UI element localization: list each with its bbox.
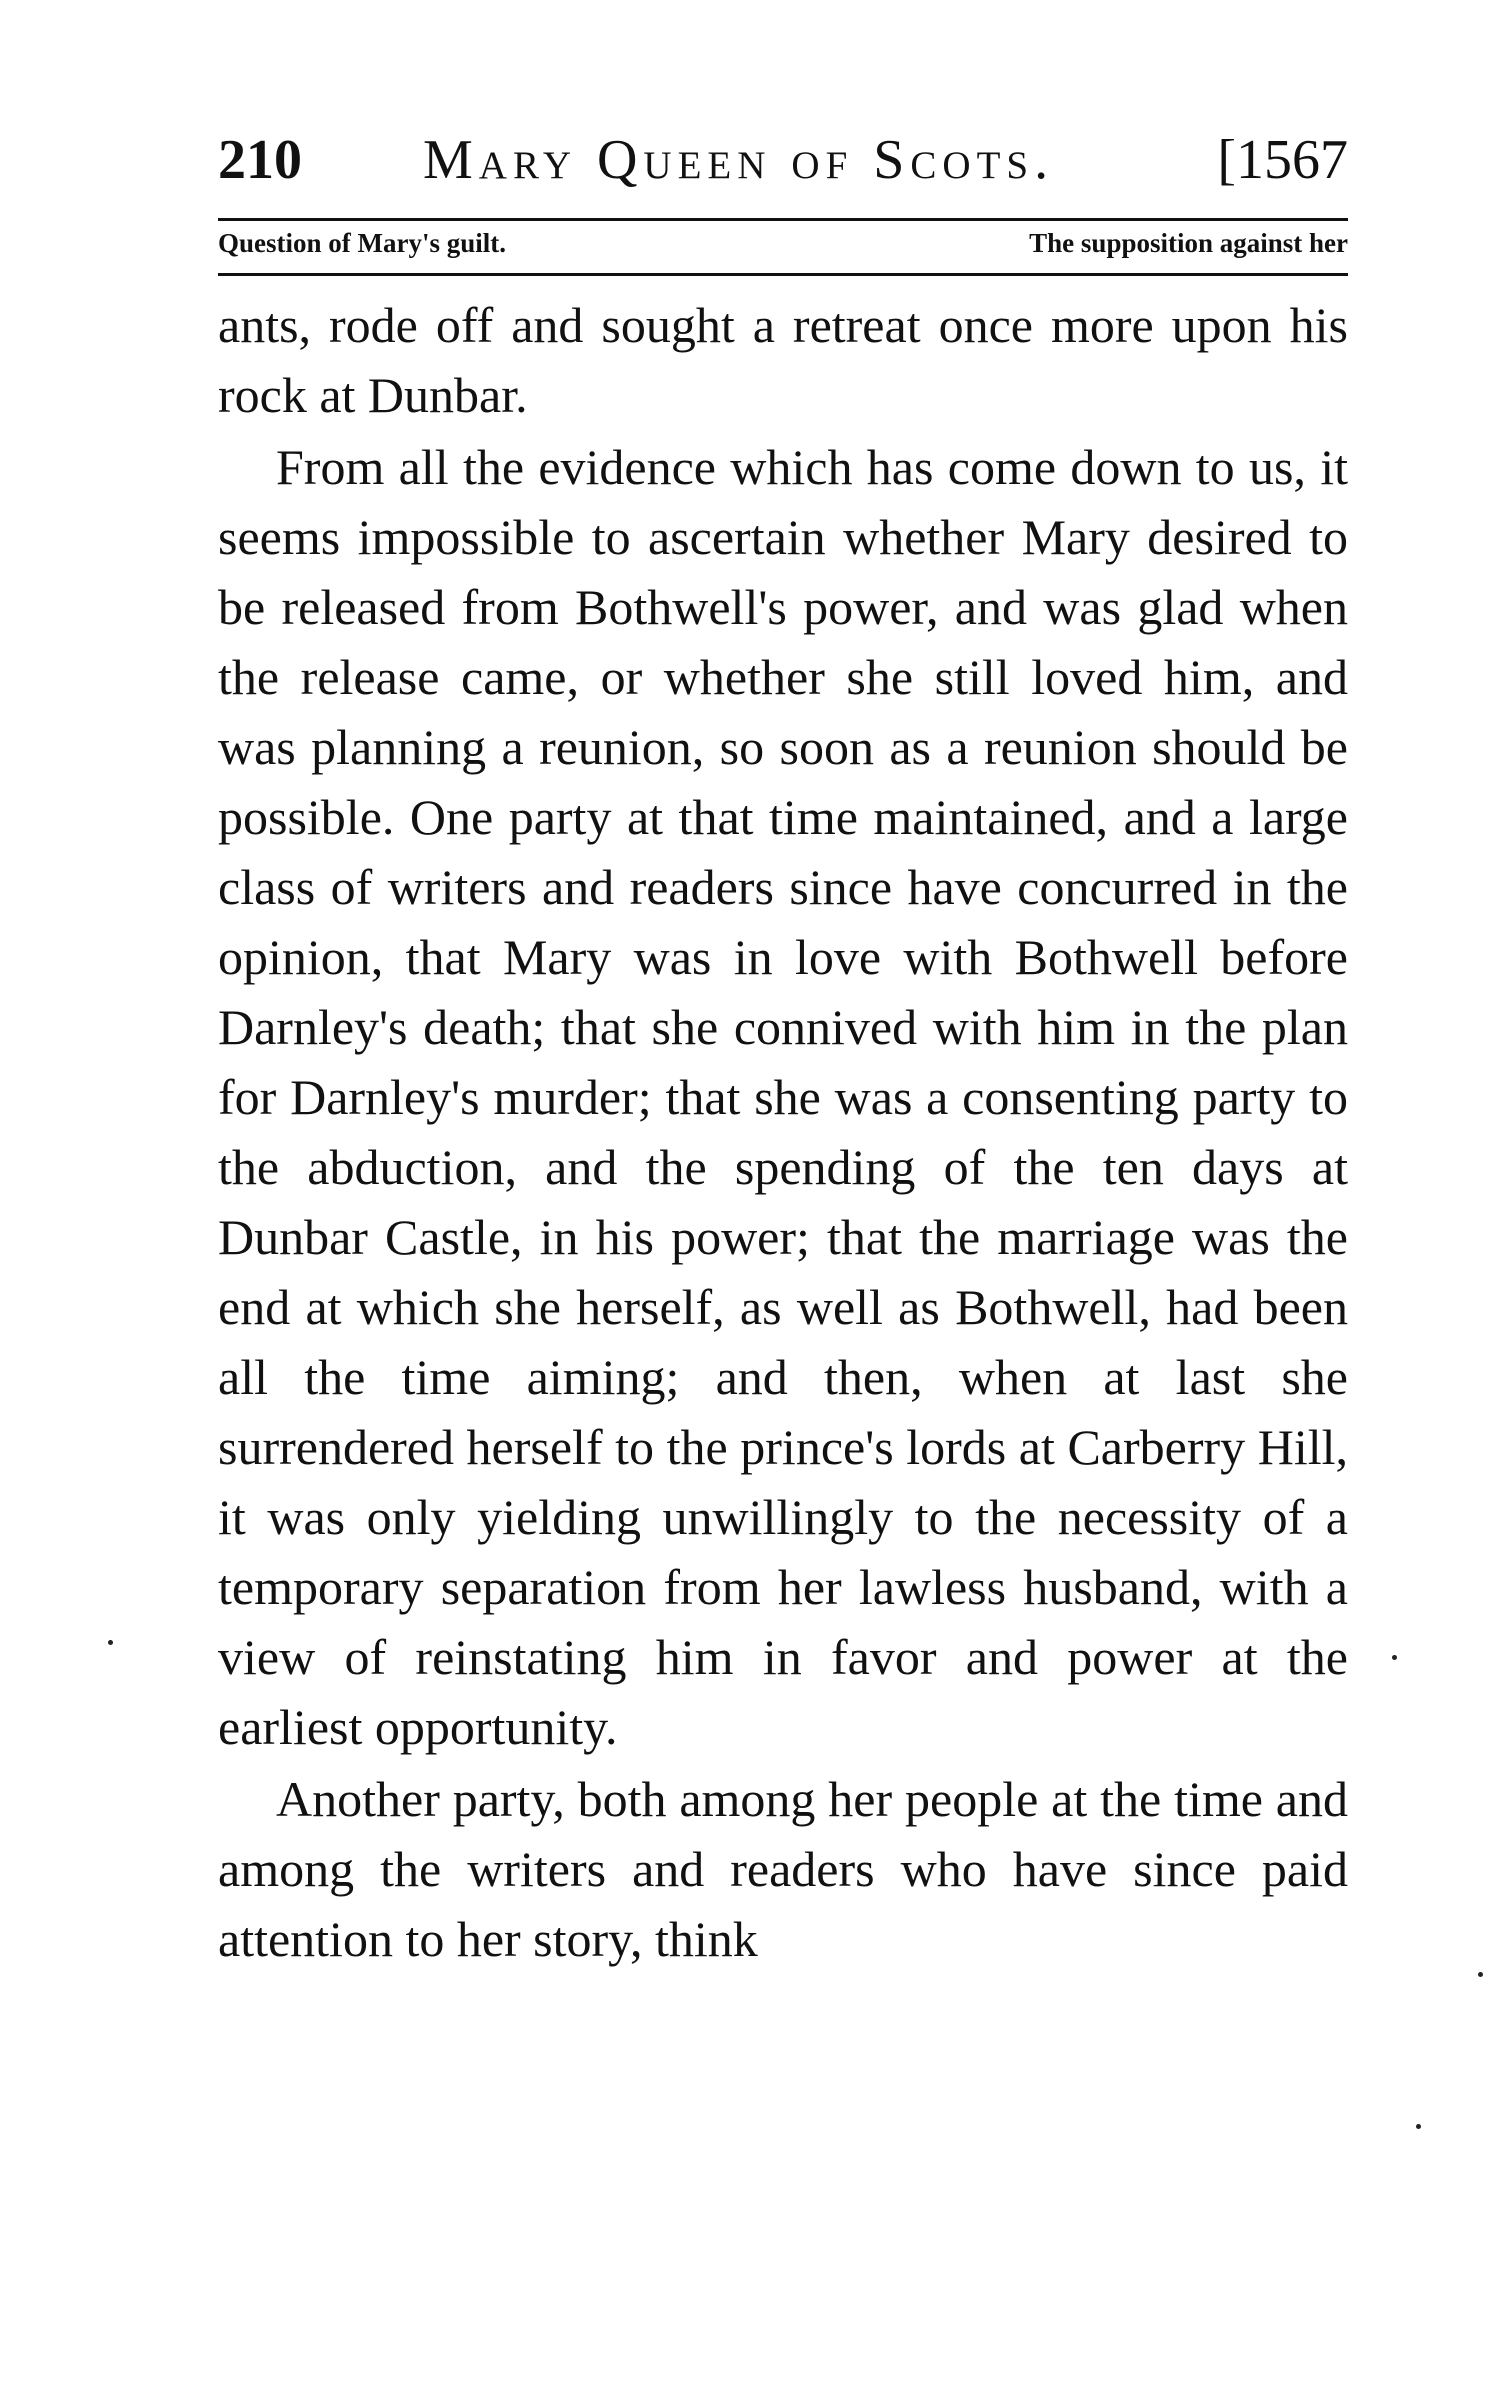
paragraph-another-party: Another party, both among her people at the time and among the writers and readers who have since paid attention to her story, think (218, 1771, 1348, 1967)
body-text (218, 290, 1348, 1974)
subheader-right: The supposition against her (1029, 228, 1348, 258)
paragraph-evidence: From all the evidence which has come down to us, it seems impossible to ascertain whether Mary desired to be released from Bothwell's power, and was glad when the release came, or whether she still loved him, and was planning a reunion, so soon as a reunion should be possible. One party at that time maintained, and a large class of writers and readers since have concurred in the opinion, that Mary was in love with Bothwell before Darnley's death; that she connived with him in the plan for Darnley's murder; that she was a consenting party to the abduction, and the spending of the ten days at Dunbar Castle, in his power; that the marriage was the end at which she herself, as well as Bothwell, had been all the time aiming; and then, when at last she surrendered herself to the prince's lords at Carberry Hill, it was only yielding unwillingly to the necessity of a temporary separation from her lawless husband, with a view of reinstating him in favor and power at the earliest opportunity. (218, 439, 1348, 1755)
page-number: 210 (218, 129, 302, 191)
print-speck (1392, 1655, 1397, 1660)
print-speck (1478, 1972, 1483, 1977)
print-speck (108, 1640, 113, 1645)
print-speck (1416, 2124, 1421, 2129)
header-rule-bottom (218, 273, 1348, 276)
book-page (218, 118, 1348, 1976)
running-title: Mary Queen of Scots. (423, 129, 1055, 191)
paragraph-continued: ants, rode off and sought a retreat once more upon his rock at Dunbar. (218, 297, 1348, 423)
subheader-left: Question of Mary's guilt. (218, 228, 506, 258)
marginal-subheader (218, 221, 1348, 265)
year-marker: [1567 (1217, 129, 1348, 191)
running-header (218, 118, 1348, 202)
